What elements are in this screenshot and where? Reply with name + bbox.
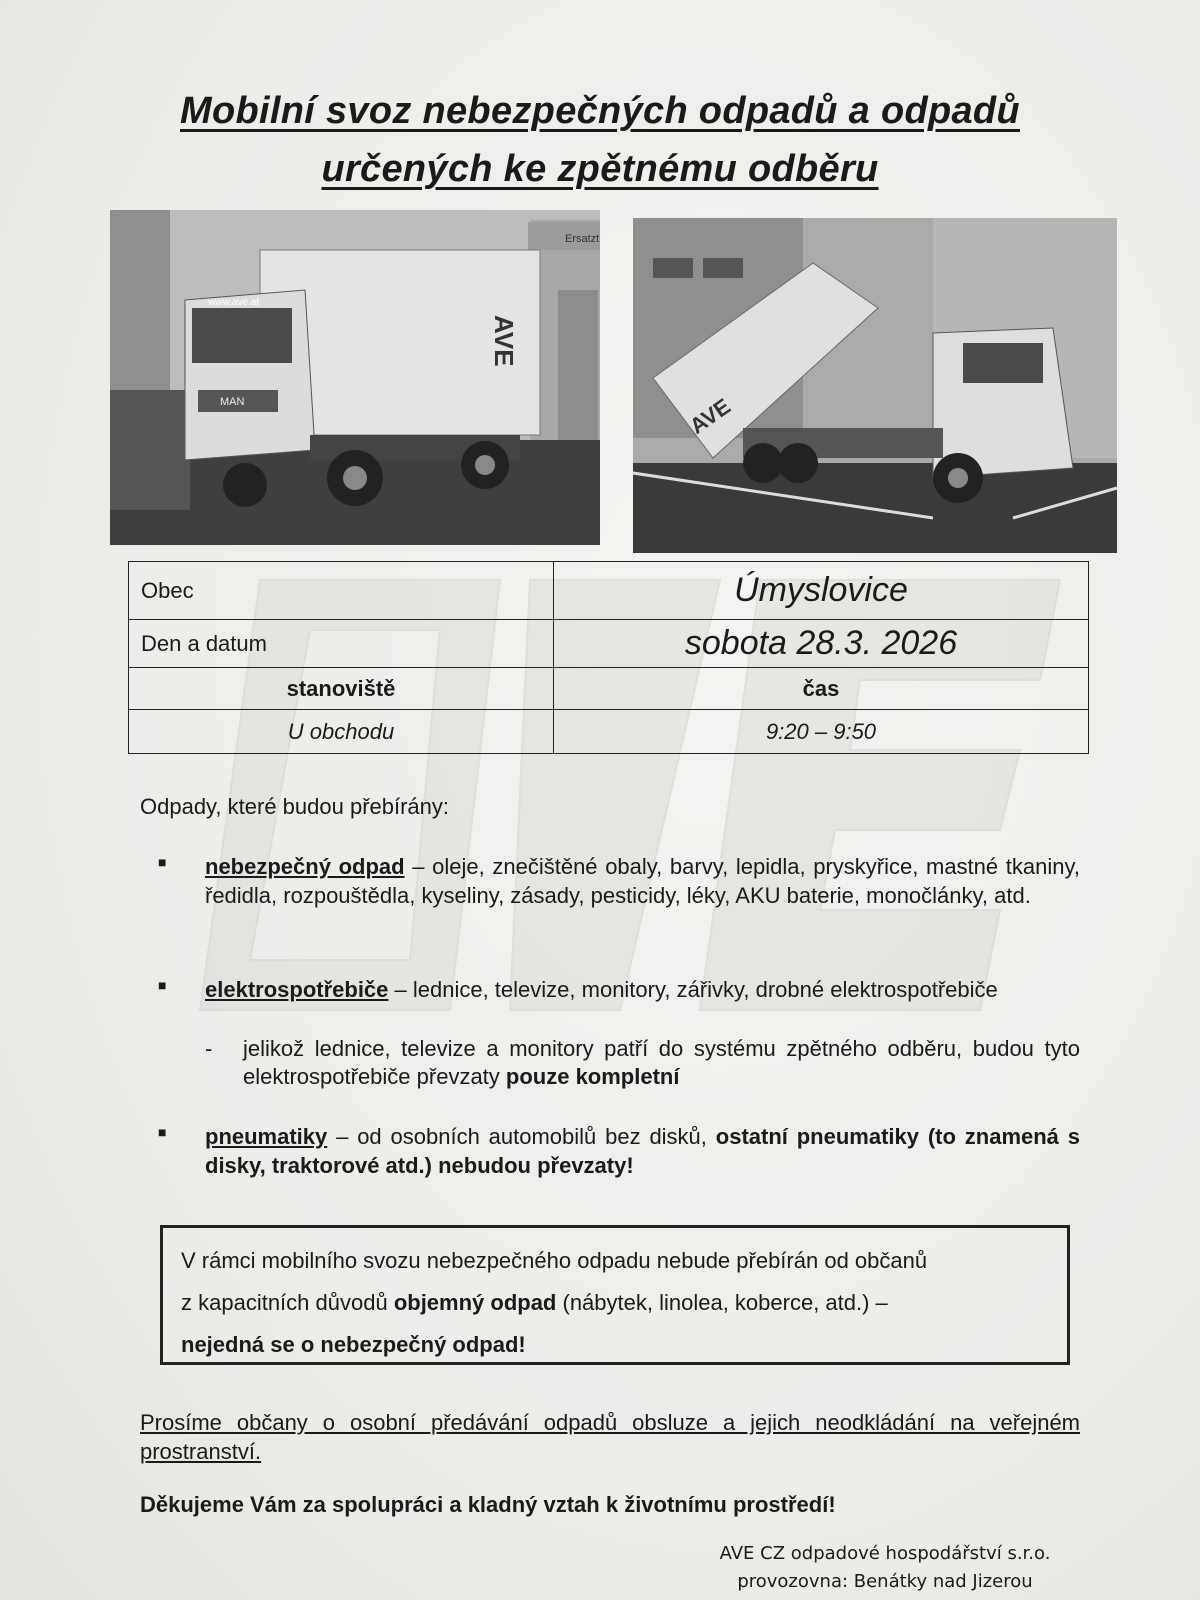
electro-text: – lednice, televize, monitory, zářivky, drobné elektrospotřebiče bbox=[388, 977, 998, 1002]
company-signature bbox=[650, 1540, 1120, 1596]
cas-header: čas bbox=[554, 668, 1089, 710]
den-label: Den a datum bbox=[129, 620, 554, 668]
tyres-bold: ostatní pneumatiky (to znamená s disky, traktorové atd.) nebudou převzaty! bbox=[205, 1124, 1080, 1178]
truck-left-web: www.ave.at bbox=[208, 297, 260, 308]
title-line-1: Mobilní svoz nebezpečných odpadů a odpadů bbox=[180, 90, 1020, 132]
truck-photo-right bbox=[633, 218, 1117, 553]
truck-left-logo: AVE bbox=[489, 315, 519, 367]
den-value: sobota 28.3. 2026 bbox=[554, 620, 1089, 668]
notice-line-2 bbox=[181, 1282, 1049, 1324]
handover-plea: Prosíme občany o osobní předávání odpadů obsluze a jejich neodkládání na veřejném prostranství. bbox=[140, 1410, 1080, 1464]
notice-line-2-bold: objemný odpad bbox=[393, 1290, 557, 1315]
notice-line-1: V rámci mobilního svozu nebezpečného odpadu nebude přebírán od občanů bbox=[181, 1248, 928, 1273]
electro-title: elektrospotřebiče bbox=[205, 977, 389, 1002]
hazardous-title: nebezpečný odpad bbox=[205, 854, 405, 879]
accepted-waste-intro: Odpady, které budou přebírány: bbox=[140, 794, 450, 819]
title-line-2: určených ke zpětnému odběru bbox=[321, 148, 879, 190]
company-name: AVE CZ odpadové hospodářství s.r.o. bbox=[719, 1543, 1051, 1564]
stanoviste-value: U obchodu bbox=[129, 710, 554, 754]
bullet-icon: ■ bbox=[158, 854, 167, 870]
truck-right-logo: AVE bbox=[684, 393, 736, 439]
list-item-hazardous bbox=[205, 852, 1080, 910]
electro-sub-text: jelikož lednice, televize a monitory patří do systému zpětného odběru, budou tyto elektrospotřebiče převzaty bbox=[243, 1036, 1080, 1089]
electro-sub-note bbox=[243, 1035, 1080, 1091]
tyres-text: – od osobních automobilů bez disků, bbox=[327, 1124, 716, 1149]
list-item-electro bbox=[205, 975, 1080, 1004]
page-title bbox=[120, 82, 1080, 198]
cas-value: 9:20 – 9:50 bbox=[554, 710, 1089, 754]
bulky-waste-notice bbox=[160, 1225, 1070, 1365]
bullet-icon: ■ bbox=[158, 977, 167, 993]
building-sign: Ersatzt bbox=[565, 233, 600, 245]
thanks-message: Děkujeme Vám za spolupráci a kladný vztah k životnímu prostředí! bbox=[140, 1492, 836, 1517]
collection-info-table bbox=[128, 561, 1089, 754]
watermark-text: AVE bbox=[1060, 1030, 1062, 1031]
tyres-title: pneumatiky bbox=[205, 1124, 328, 1149]
notice-line-2a: z kapacitních důvodů bbox=[181, 1290, 394, 1315]
hazardous-text: – oleje, znečištěné obaly, barvy, lepidla, pryskyřice, mastné tkaniny, ředidla, rozpouštědla, kyseliny, zásady, pesticidy, léky, AKU baterie, monočlánky, atd. bbox=[205, 854, 1080, 908]
electro-sub-bold: pouze kompletní bbox=[505, 1064, 680, 1089]
notice-line-2b: (nábytek, linolea, koberce, atd.) – bbox=[556, 1290, 888, 1315]
stanoviste-header: stanoviště bbox=[129, 668, 554, 710]
bullet-icon: ■ bbox=[158, 1124, 167, 1140]
electro-sub-dash: - bbox=[205, 1036, 213, 1061]
truck-photo-left bbox=[110, 210, 600, 545]
obec-value: Úmyslovice bbox=[554, 562, 1089, 620]
notice-line-3: nejedná se o nebezpečný odpad! bbox=[181, 1332, 526, 1357]
obec-label: Obec bbox=[129, 562, 554, 620]
list-item-tyres bbox=[205, 1122, 1080, 1180]
truck-left-brand: MAN bbox=[220, 396, 245, 408]
company-branch: provozovna: Benátky nad Jizerou bbox=[737, 1571, 1033, 1592]
